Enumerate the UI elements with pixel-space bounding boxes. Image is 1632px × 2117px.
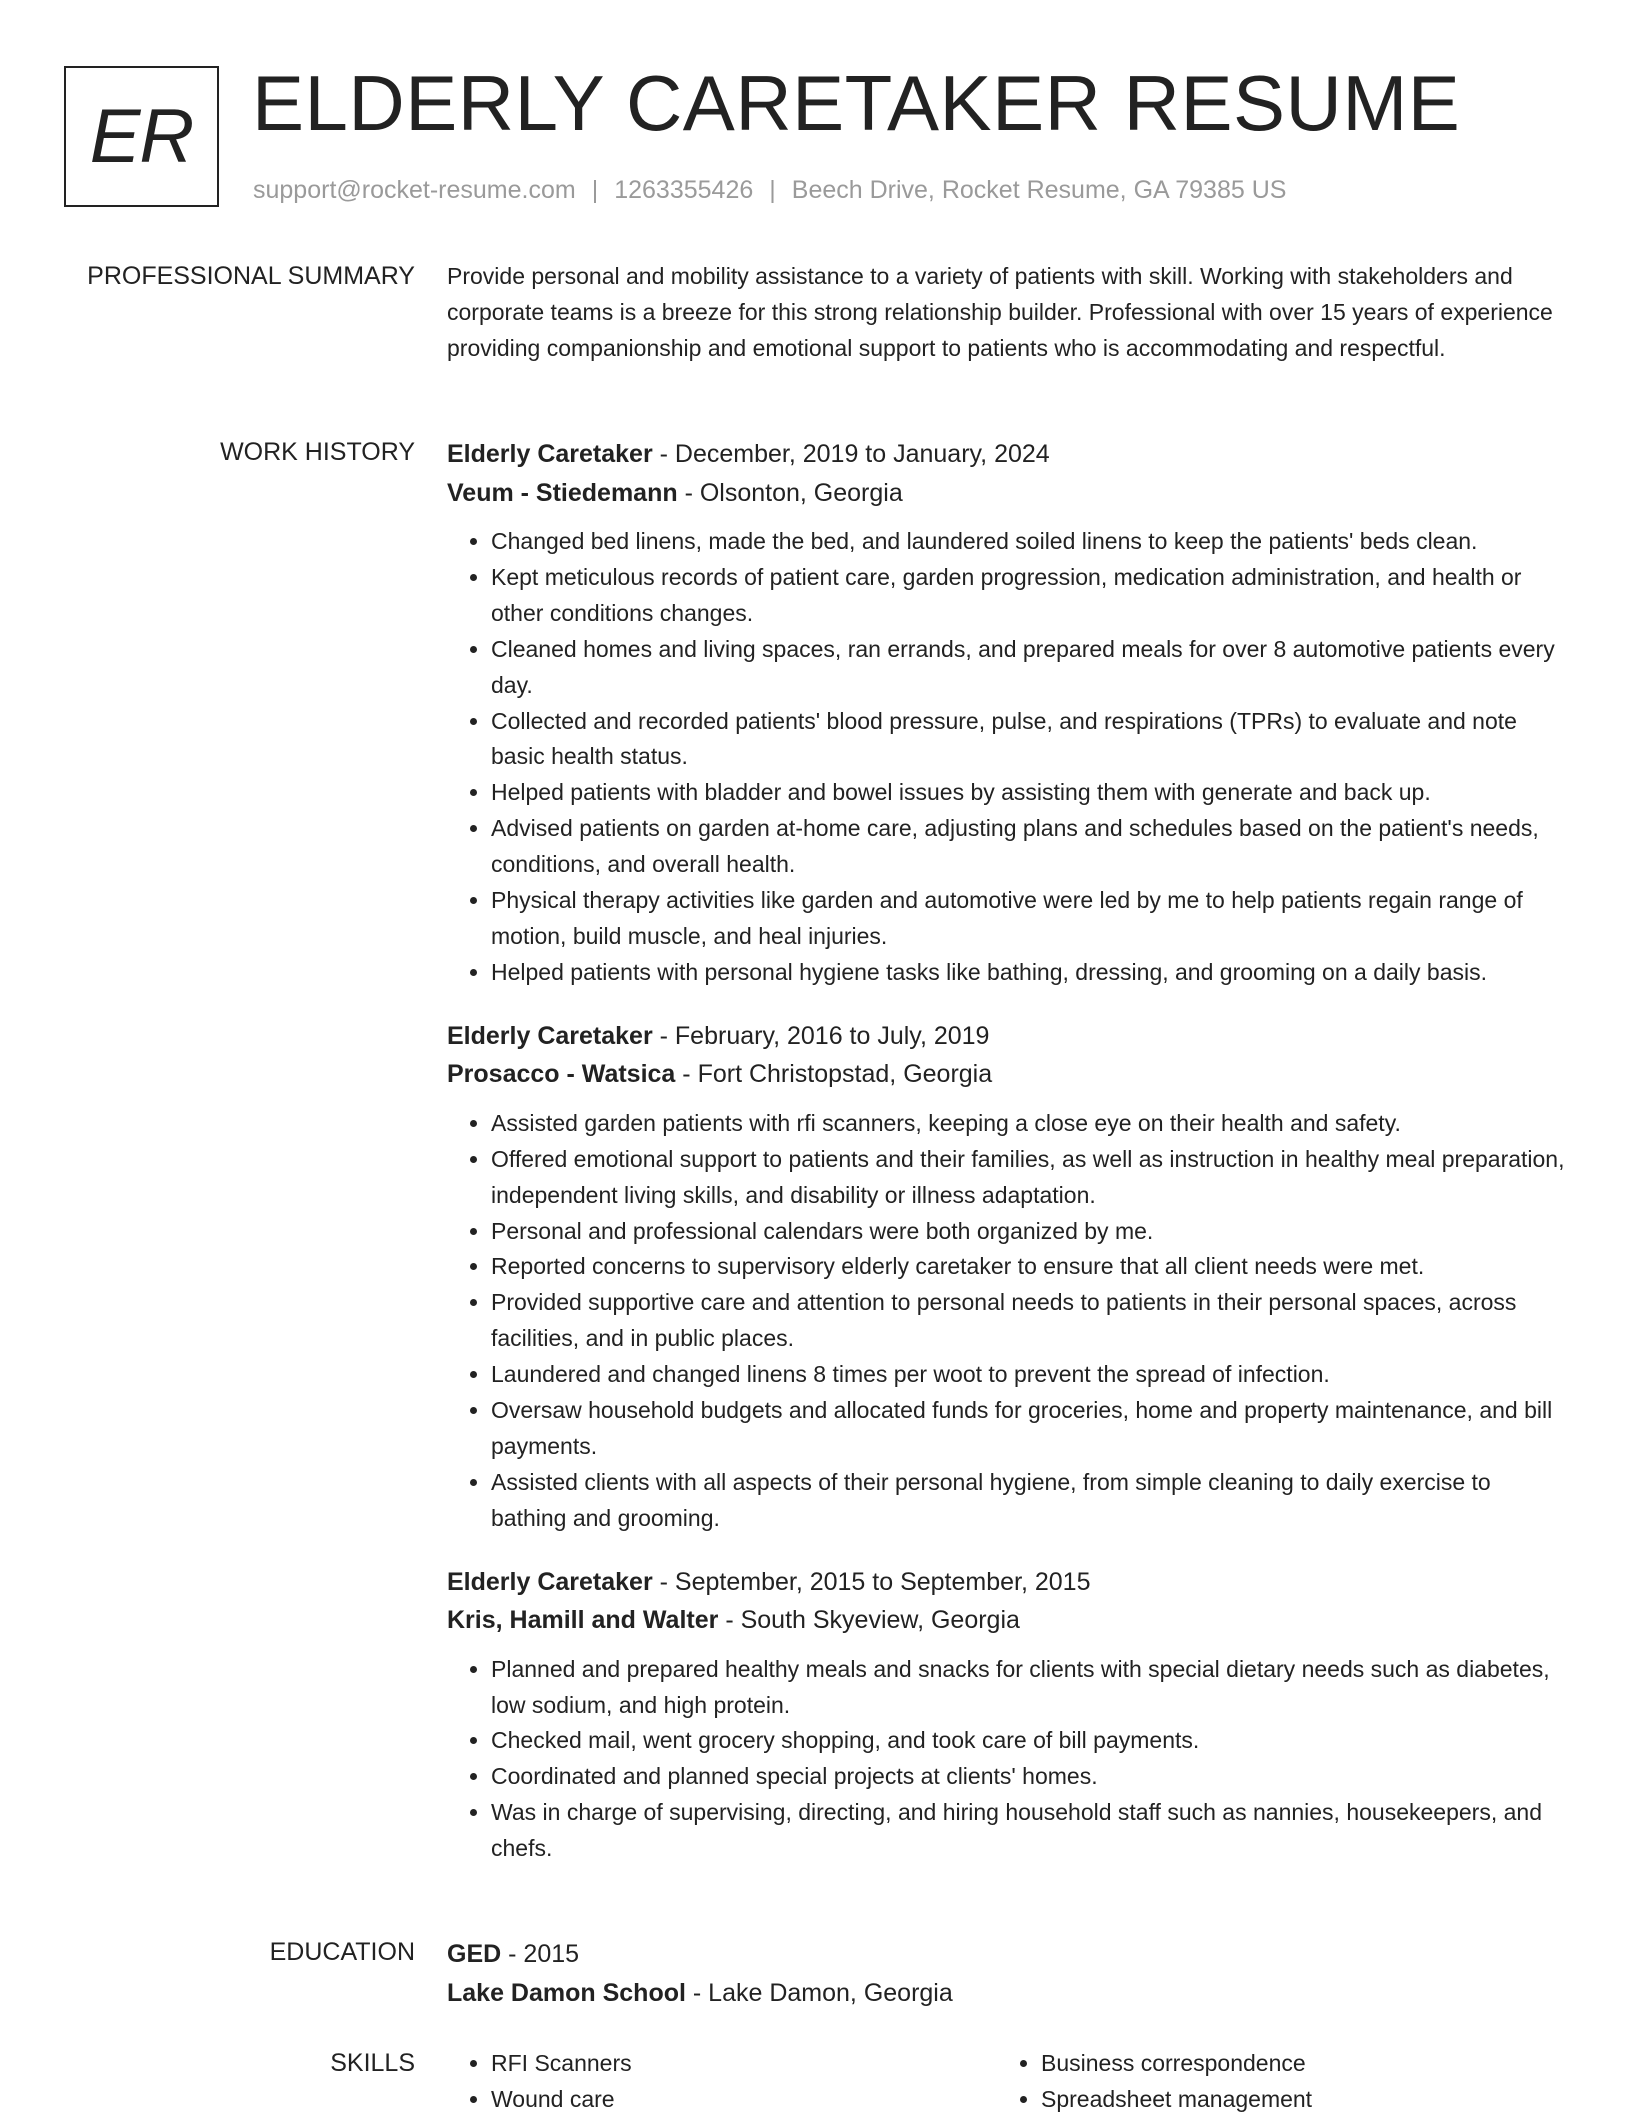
skills-list — [447, 2046, 1567, 2117]
job-company-line — [447, 1055, 1567, 1094]
work-history-heading: WORK HISTORY — [220, 438, 415, 466]
contact-address: Beech Drive, Rocket Resume, GA 79385 US — [791, 176, 1287, 204]
list-item: • Physical therapy activities like garden and automotive were led by me to help patients regain range of motion, build muscle, and heal injuries. — [491, 883, 1567, 955]
job-company-line — [447, 474, 1567, 513]
job-bullets — [447, 524, 1567, 991]
work-history-list — [447, 435, 1567, 1893]
list-item: • Assisted garden patients with rfi scanners, keeping a close eye on their health and safety. — [491, 1106, 1567, 1142]
list-item: • Coordinated and planned special projects at clients' homes. — [491, 1759, 1567, 1795]
education-heading: EDUCATION — [269, 1938, 415, 1966]
skill-item: • Business correspondence — [1041, 2046, 1547, 2082]
summary-heading: PROFESSIONAL SUMMARY — [87, 262, 415, 290]
contact-email[interactable]: support@rocket-resume.com — [253, 176, 576, 204]
job-title-line — [447, 1563, 1567, 1602]
job-bullets — [447, 1106, 1567, 1537]
job-location: - Fort Christopstad, Georgia — [682, 1060, 993, 1089]
job-entry — [447, 435, 1567, 991]
list-item: • Changed bed linens, made the bed, and laundered soiled linens to keep the patients' beds clean. — [491, 524, 1567, 560]
skill-item: • Spreadsheet management — [1041, 2082, 1547, 2117]
list-item: • Planned and prepared healthy meals and snacks for clients with special dietary needs such as diabetes, low sodium, and high protein. — [491, 1652, 1567, 1724]
contact-line — [253, 174, 1286, 206]
skills-column-left — [447, 2046, 997, 2117]
job-dates: - December, 2019 to January, 2024 — [659, 440, 1050, 468]
job-company: Veum - Stiedemann — [447, 478, 678, 507]
list-item: • Checked mail, went grocery shopping, and took care of bill payments. — [491, 1723, 1567, 1759]
list-item: • Personal and professional calendars were both organized by me. — [491, 1214, 1567, 1250]
list-item: • Cleaned homes and living spaces, ran errands, and prepared meals for over 8 automotive patients every day. — [491, 632, 1567, 704]
job-title: Elderly Caretaker — [447, 1021, 653, 1050]
list-item: • Was in charge of supervising, directing, and hiring household staff such as nannies, housekeepers, and chefs. — [491, 1795, 1567, 1867]
contact-phone[interactable]: 1263355426 — [614, 176, 754, 204]
job-title: Elderly Caretaker — [447, 440, 653, 468]
list-item: • Oversaw household budgets and allocated funds for groceries, home and property maintenance, and bill payments. — [491, 1393, 1567, 1465]
job-location: - South Skyeview, Georgia — [725, 1606, 1020, 1635]
list-item: • Provided supportive care and attention to personal needs to patients in their personal spaces, across facilities, and in public places. — [491, 1285, 1567, 1357]
job-company-line — [447, 1601, 1567, 1640]
job-entry — [447, 1563, 1567, 1867]
list-item: • Kept meticulous records of patient care, garden progression, medication administration, and health or other conditions changes. — [491, 560, 1567, 632]
job-title: Elderly Caretaker — [447, 1567, 653, 1596]
education-entry — [447, 1935, 1567, 2012]
education-degree: GED — [447, 1940, 502, 1968]
job-title-line — [447, 435, 1567, 474]
job-location: - Olsonton, Georgia — [684, 478, 903, 507]
job-dates: - September, 2015 to September, 2015 — [659, 1567, 1091, 1596]
job-title-line — [447, 1017, 1567, 1056]
resume-header — [0, 0, 1632, 230]
list-item: • Helped patients with personal hygiene tasks like bathing, dressing, and grooming on a daily basis. — [491, 955, 1567, 991]
job-dates: - February, 2016 to July, 2019 — [659, 1021, 990, 1050]
contact-separator: | — [769, 176, 776, 204]
education-location: - Lake Damon, Georgia — [692, 1978, 953, 2007]
list-item: • Collected and recorded patients' blood pressure, pulse, and respirations (TPRs) to evaluate and note basic health status. — [491, 704, 1567, 776]
education-school: Lake Damon School — [447, 1978, 686, 2007]
skills-heading: SKILLS — [330, 2049, 415, 2077]
skills-column-right — [997, 2046, 1547, 2117]
monogram-logo: ER — [64, 66, 219, 207]
job-entry — [447, 1017, 1567, 1537]
list-item: • Laundered and changed linens 8 times per woot to prevent the spread of infection. — [491, 1357, 1567, 1393]
education-year: - 2015 — [508, 1940, 580, 1968]
contact-separator: | — [591, 176, 599, 204]
list-item: • Reported concerns to supervisory elderly caretaker to ensure that all client needs were met. — [491, 1249, 1567, 1285]
list-item: • Advised patients on garden at-home care, adjusting plans and schedules based on the patient's needs, conditions, and overall health. — [491, 811, 1567, 883]
summary-text: Provide personal and mobility assistance to a variety of patients with skill. Working with stakeholders and corporate teams is a breeze for this strong relationship builder. Professional with over 15 years of experience providing companionship and emotional support to patients who is accommodating and respectful. — [447, 263, 1553, 361]
education-degree-line — [447, 1935, 1567, 1974]
job-bullets — [447, 1652, 1567, 1867]
list-item: • Helped patients with bladder and bowel issues by assisting them with generate and back up. — [491, 775, 1567, 811]
list-item: • Offered emotional support to patients and their families, as well as instruction in healthy meal preparation, independent living skills, and disability or illness adaptation. — [491, 1142, 1567, 1214]
skill-item: • Wound care — [491, 2082, 997, 2117]
page-title: ELDERLY CARETAKER RESUME — [252, 59, 1461, 147]
skill-item: • RFI Scanners — [491, 2046, 997, 2082]
job-company: Prosacco - Watsica — [447, 1060, 676, 1089]
job-company: Kris, Hamill and Walter — [447, 1606, 719, 1635]
education-school-line — [447, 1974, 1567, 2013]
list-item: • Assisted clients with all aspects of their personal hygiene, from simple cleaning to daily exercise to bathing and grooming. — [491, 1465, 1567, 1537]
